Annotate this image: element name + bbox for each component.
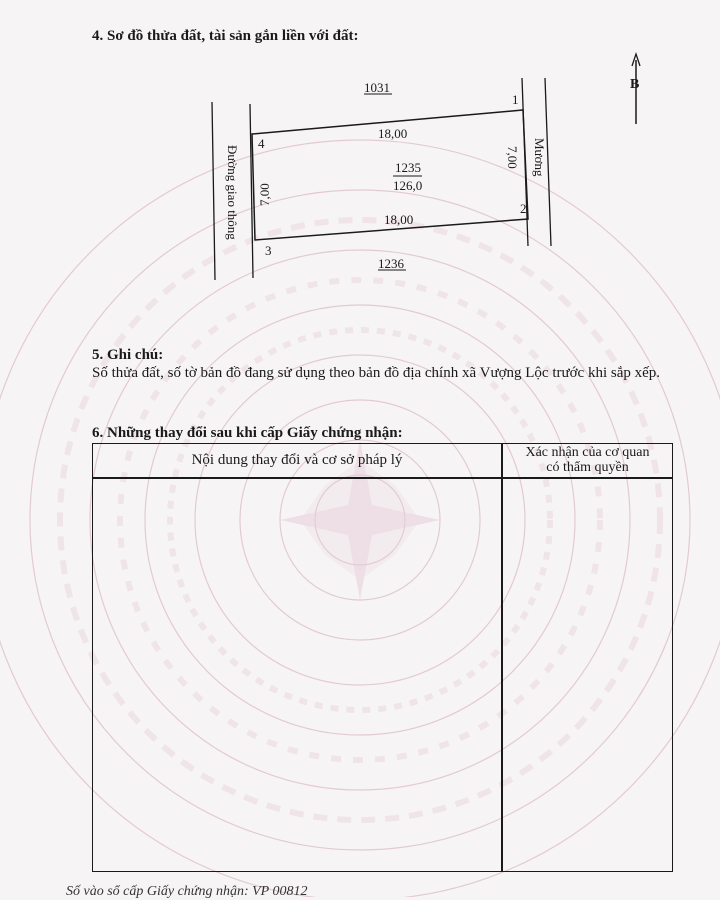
section-5-title: 5. Ghi chú: bbox=[92, 347, 164, 363]
section-6-title: 6. Những thay đổi sau khi cấp Giấy chứng nhận: bbox=[92, 425, 403, 441]
vertex-4: 4 bbox=[258, 136, 265, 151]
edge-bottom-length: 18,00 bbox=[384, 212, 414, 227]
col-header-confirmation bbox=[503, 445, 672, 475]
col-header-confirmation-line1: Xác nhận của cơ quan bbox=[525, 445, 650, 460]
parcel-number: 1235 bbox=[395, 160, 421, 175]
road-line-outer bbox=[212, 102, 215, 280]
road-label: Đường giao thông bbox=[225, 145, 240, 240]
adjacent-parcel-top: 1031 bbox=[364, 80, 390, 95]
land-plot-diagram bbox=[0, 0, 720, 300]
col-header-confirmation-line2: có thẩm quyền bbox=[546, 460, 629, 475]
footer-register-number: Số vào sổ cấp Giấy chứng nhận: VP 00812 bbox=[66, 884, 308, 899]
section-4-title: 4. Sơ đồ thửa đất, tài sản gắn liền với đất: bbox=[92, 28, 359, 44]
vertex-3: 3 bbox=[265, 243, 272, 258]
adjacent-parcel-bottom: 1236 bbox=[378, 256, 404, 271]
edge-left-length: 7,00 bbox=[257, 183, 272, 206]
edge-right-length: 7,00 bbox=[505, 146, 520, 169]
col-header-change-content: Nội dung thay đổi và cơ sở pháp lý bbox=[191, 452, 403, 468]
changes-table bbox=[92, 443, 673, 872]
edge-top-length: 18,00 bbox=[378, 126, 408, 141]
vertex-1: 1 bbox=[512, 92, 519, 107]
canal-label: Mương bbox=[532, 138, 547, 177]
north-label: B bbox=[630, 77, 640, 92]
section-5-note: Số thửa đất, số tờ bản đồ đang sử dụng theo bản đồ địa chính xã Vượng Lộc trước khi sắp xếp. bbox=[92, 365, 661, 381]
vertex-2: 2 bbox=[520, 201, 527, 216]
parcel-area: 126,0 bbox=[393, 178, 423, 193]
road-line-inner bbox=[250, 104, 253, 278]
